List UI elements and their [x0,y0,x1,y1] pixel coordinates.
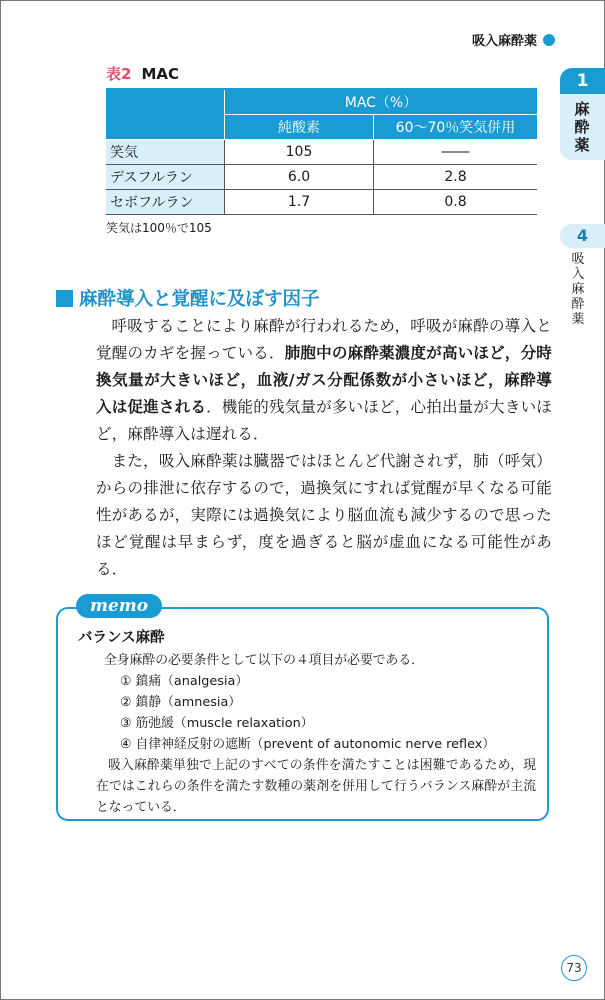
section-tab-label: 吸入麻酔薬 [571,252,585,327]
table-row-header: セボフルラン [106,190,225,215]
paragraph-text: 呼吸することにより麻酔が行われるため，呼吸が麻酔の導入と覚醒のカギを握っている． [96,317,552,362]
list-item: ④ 自律神経反射の遮断（prevent of autonomic nerve reflex） [120,737,496,752]
section-tab-number: 4 [576,226,589,245]
chapter-tab[interactable] [560,68,605,160]
table-cell: 2.8 [374,165,538,190]
memo-title: バランス麻酔 [78,630,165,646]
bullet-dot-icon [543,34,555,46]
table-col-header: 60～70％笑気併用 [374,115,538,140]
table-row [106,165,537,190]
memo-intro: 全身麻酔の必要条件として以下の４項目が必要である． [104,653,424,668]
body-text [96,313,552,583]
table-note: 笑気は100％で105 [106,221,212,235]
table-caption-label: 表2 [106,65,132,83]
running-header-title: 吸入麻酔薬 [471,34,537,49]
table-cell: 1.7 [225,190,374,215]
chapter-tab-number: 1 [560,68,605,94]
table-cell: ―― [374,140,538,165]
table-corner-cell [106,89,225,140]
table-col-header: 純酸素 [225,115,374,140]
section-heading [56,285,320,311]
section-tab[interactable] [560,224,605,248]
memo-list [96,671,536,755]
paragraph: また，吸入麻酔薬は臓器ではほとんど代謝されず，肺（呼気）からの排泄に依存するので，過換気にすれば覚醒が早くなる可能性があるが，実際には過換気により脳血流も減少するので思ったほど覚醒は早まらず，度を過ぎると脳が虚血になる可能性がある． [96,452,552,578]
list-item: ① 鎮痛（analgesia） [120,674,249,689]
mac-table [106,88,537,215]
memo-body [96,650,536,818]
paragraph-text: ．機能的残気量が多いほど，心拍出量が大きいほど，麻酔導入は遅れる． [96,398,552,443]
memo-tag: memo [76,594,162,618]
page-number: 73 [561,955,587,981]
running-header [472,30,555,49]
table-row-header: 笑気 [106,140,225,165]
emphasis-text: 肺胞中の麻酔薬濃度が高いほど，分時換気量が大きいほど，血液/ガス分配係数が小さいほど，麻酔導入は促進される [96,344,552,416]
list-item: ③ 筋弛緩（muscle relaxation） [120,716,314,731]
table-cell: 6.0 [225,165,374,190]
table-caption-title: MAC [141,65,179,83]
memo-closing: 吸入麻酔薬単独で上記のすべての条件を満たすことは困難であるため，現在ではこれらの条件を満たす数種の薬剤を併用して行うバランス麻酔が主流となっている． [96,758,536,815]
table-group-header: MAC（%） [225,89,538,115]
section-heading-text: 麻酔導入と覚醒に及ぼす因子 [79,289,320,310]
table-caption [106,63,179,84]
table-row [106,140,537,165]
square-bullet-icon [56,290,73,307]
table-cell: 0.8 [374,190,538,215]
list-item: ② 鎮静（amnesia） [120,695,242,710]
table-row [106,190,537,215]
table-cell: 105 [225,140,374,165]
chapter-tab-label: 麻酔薬 [574,100,590,154]
table-row-header: デスフルラン [106,165,225,190]
paragraph [96,313,552,448]
